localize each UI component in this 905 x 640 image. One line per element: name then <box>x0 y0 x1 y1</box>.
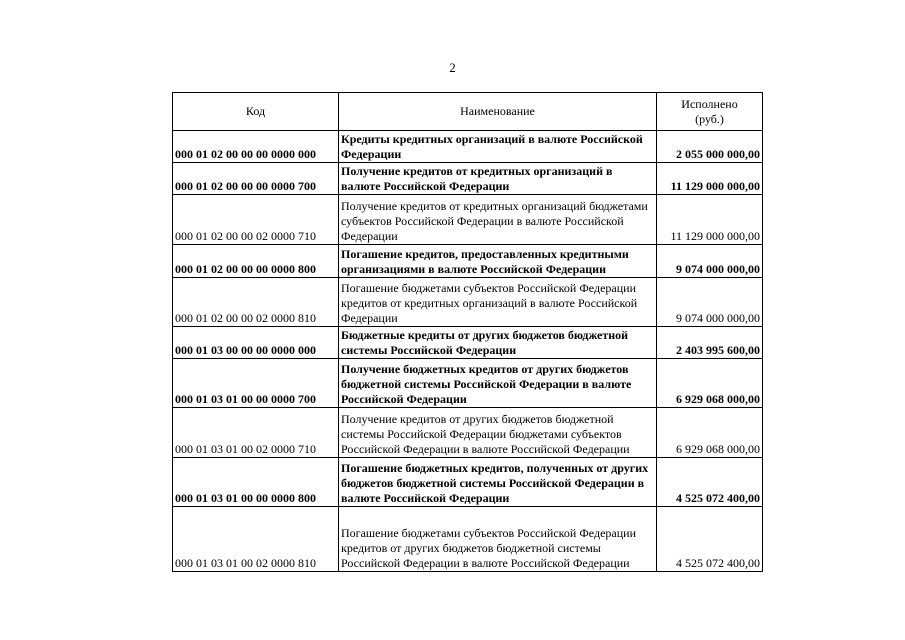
row-amount: 9 074 000 000,00 <box>657 278 763 327</box>
table-row <box>173 131 763 163</box>
table-row <box>173 507 763 572</box>
row-name: Погашение бюджетных кредитов, полученных от других бюджетов бюджетной системы Российской Федерации в валюте Российской Федерации <box>339 458 657 507</box>
row-name: Получение кредитов от кредитных организаций бюджетами субъектов Российской Федерации в валюте Российской Федерации <box>339 195 657 245</box>
row-code: 000 01 03 01 00 02 0000 710 <box>173 408 339 458</box>
row-name: Получение кредитов от кредитных организаций в валюте Российской Федерации <box>339 163 657 195</box>
header-code: Код <box>173 93 339 131</box>
budget-table <box>172 92 763 572</box>
row-amount: 9 074 000 000,00 <box>657 245 763 278</box>
row-name: Погашение бюджетами субъектов Российской Федерации кредитов от кредитных организаций в валюте Российской Федерации <box>339 278 657 327</box>
header-amount-line2: (руб.) <box>695 111 724 126</box>
row-amount: 6 929 068 000,00 <box>657 359 763 408</box>
row-name: Погашение бюджетами субъектов Российской Федерации кредитов от других бюджетов бюджетной системы Российской Федерации в валюте Российской Федерации <box>339 507 657 572</box>
header-amount <box>657 93 763 131</box>
table-row <box>173 195 763 245</box>
row-name: Погашение кредитов, предоставленных кредитными организациями в валюте Российской Федерации <box>339 245 657 278</box>
row-name: Кредиты кредитных организаций в валюте Российской Федерации <box>339 131 657 163</box>
row-amount: 2 403 995 600,00 <box>657 327 763 359</box>
table-row <box>173 408 763 458</box>
row-amount: 6 929 068 000,00 <box>657 408 763 458</box>
row-code: 000 01 03 01 00 00 0000 800 <box>173 458 339 507</box>
header-name: Наименование <box>339 93 657 131</box>
page-number: 2 <box>449 60 456 75</box>
row-code: 000 01 02 00 00 02 0000 810 <box>173 278 339 327</box>
row-amount: 4 525 072 400,00 <box>657 458 763 507</box>
table-row <box>173 245 763 278</box>
row-name: Бюджетные кредиты от других бюджетов бюджетной системы Российской Федерации <box>339 327 657 359</box>
table-row <box>173 458 763 507</box>
row-name: Получение бюджетных кредитов от других бюджетов бюджетной системы Российской Федерации в валюте Российской Федерации <box>339 359 657 408</box>
row-code: 000 01 03 00 00 00 0000 000 <box>173 327 339 359</box>
row-amount: 11 129 000 000,00 <box>657 163 763 195</box>
row-amount: 4 525 072 400,00 <box>657 507 763 572</box>
row-amount: 11 129 000 000,00 <box>657 195 763 245</box>
header-amount-line1: Исполнено <box>681 96 738 111</box>
table-row <box>173 327 763 359</box>
table-header-row <box>173 93 763 131</box>
table-row <box>173 278 763 327</box>
row-code: 000 01 02 00 00 02 0000 710 <box>173 195 339 245</box>
row-code: 000 01 02 00 00 00 0000 700 <box>173 163 339 195</box>
row-code: 000 01 03 01 00 02 0000 810 <box>173 507 339 572</box>
row-name: Получение кредитов от других бюджетов бюджетной системы Российской Федерации бюджетами субъектов Российской Федерации в валюте Российской Федерации <box>339 408 657 458</box>
table-row <box>173 163 763 195</box>
table-row <box>173 359 763 408</box>
row-amount: 2 055 000 000,00 <box>657 131 763 163</box>
row-code: 000 01 02 00 00 00 0000 800 <box>173 245 339 278</box>
row-code: 000 01 03 01 00 00 0000 700 <box>173 359 339 408</box>
row-code: 000 01 02 00 00 00 0000 000 <box>173 131 339 163</box>
